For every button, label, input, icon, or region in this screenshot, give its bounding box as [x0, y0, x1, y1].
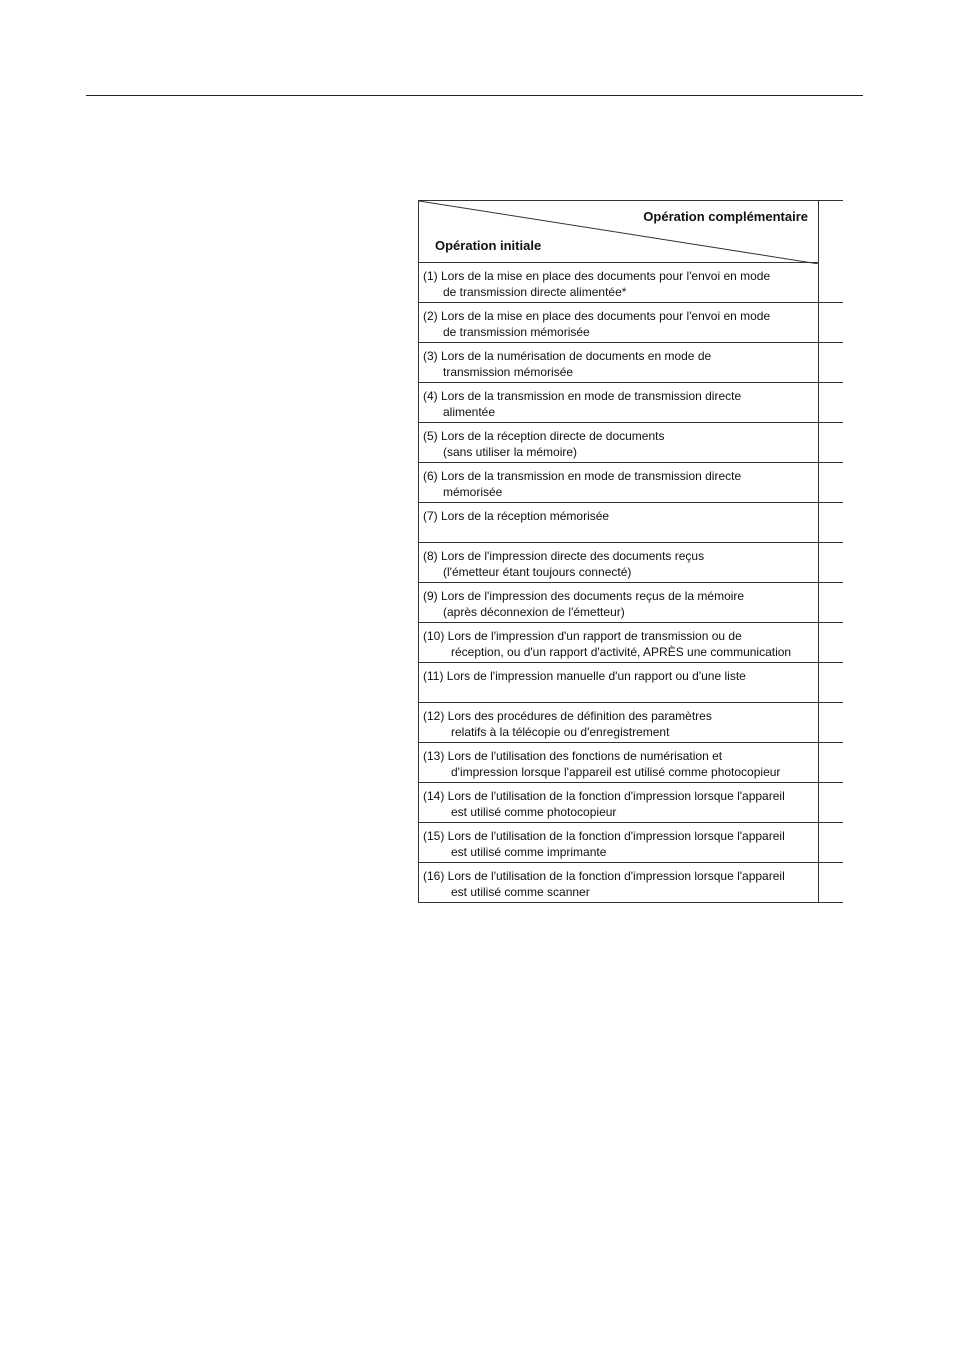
row-line-2: est utilisé comme imprimante — [451, 845, 607, 859]
row-line-2: (l'émetteur étant toujours connecté) — [443, 565, 632, 579]
table-row — [418, 263, 843, 303]
row-line-1: (7) Lors de la réception mémorisée — [423, 509, 610, 523]
row-text — [423, 308, 815, 340]
row-line-1: (5) Lors de la réception directe de documents — [423, 429, 665, 443]
column-separator — [818, 583, 819, 623]
table-row — [418, 463, 843, 503]
row-line-1: (14) Lors de l'utilisation de la fonction d'impression lorsque l'appareil — [423, 789, 785, 803]
row-text — [423, 388, 815, 420]
table-header-diagonal-cell — [418, 200, 818, 263]
row-text — [423, 828, 815, 860]
row-text — [423, 628, 815, 660]
row-line-1: (12) Lors des procédures de définition des paramètres — [423, 709, 712, 723]
row-line-2: est utilisé comme scanner — [451, 885, 590, 899]
row-line-1: (13) Lors de l'utilisation des fonctions de numérisation et — [423, 749, 723, 763]
table-row — [418, 743, 843, 783]
table-row — [418, 703, 843, 743]
column-separator — [818, 703, 819, 743]
column-separator — [818, 383, 819, 423]
row-line-1: (9) Lors de l'impression des documents reçus de la mémoire — [423, 589, 745, 603]
row-line-1: (6) Lors de la transmission en mode de transmission directe — [423, 469, 742, 483]
table-row — [418, 623, 843, 663]
table-row — [418, 423, 843, 463]
row-line-2: (après déconnexion de l'émetteur) — [443, 605, 625, 619]
operations-table — [418, 200, 843, 903]
row-line-2: transmission mémorisée — [443, 365, 574, 379]
column-separator — [818, 623, 819, 663]
column-separator — [818, 463, 819, 503]
row-line-1: (2) Lors de la mise en place des documents pour l'envoi en mode — [423, 309, 771, 323]
row-line-2: relatifs à la télécopie ou d'enregistrement — [451, 725, 670, 739]
column-separator — [818, 863, 819, 903]
row-text — [423, 668, 815, 684]
table-row — [418, 823, 843, 863]
row-text — [423, 508, 815, 524]
row-line-1: (4) Lors de la transmission en mode de transmission directe — [423, 389, 742, 403]
table-row — [418, 503, 843, 543]
column-separator — [818, 503, 819, 543]
table-row — [418, 383, 843, 423]
column-separator — [818, 783, 819, 823]
column-separator — [818, 823, 819, 863]
row-line-2: est utilisé comme photocopieur — [451, 805, 617, 819]
row-line-1: (15) Lors de l'utilisation de la fonction d'impression lorsque l'appareil — [423, 829, 785, 843]
row-line-1: (10) Lors de l'impression d'un rapport de transmission ou de — [423, 629, 742, 643]
header-complementary-operation: Opération complémentaire — [643, 209, 808, 224]
column-separator — [818, 303, 819, 343]
row-line-2: de transmission directe alimentée* — [443, 285, 627, 299]
row-line-1: (3) Lors de la numérisation de documents en mode de — [423, 349, 712, 363]
table-row — [418, 863, 843, 903]
column-separator — [818, 343, 819, 383]
row-line-2: réception, ou d'un rapport d'activité, APRÈS une communication — [451, 645, 792, 659]
row-line-1: (11) Lors de l'impression manuelle d'un rapport ou d'une liste — [423, 669, 746, 683]
row-text — [423, 868, 815, 900]
table-row — [418, 783, 843, 823]
row-text — [423, 748, 815, 780]
column-separator — [818, 743, 819, 783]
table-row — [418, 343, 843, 383]
row-line-2: alimentée — [443, 405, 496, 419]
header-initial-operation: Opération initiale — [435, 238, 542, 253]
row-line-2: (sans utiliser la mémoire) — [443, 445, 578, 459]
row-text — [423, 588, 815, 620]
row-text — [423, 708, 815, 740]
row-line-1: (16) Lors de l'utilisation de la fonction d'impression lorsque l'appareil — [423, 869, 785, 883]
row-text — [423, 468, 815, 500]
row-text — [423, 348, 815, 380]
column-separator — [818, 663, 819, 703]
row-line-2: d'impression lorsque l'appareil est utilisé comme photocopieur — [451, 765, 781, 779]
column-separator — [818, 263, 819, 303]
row-line-1: (1) Lors de la mise en place des documents pour l'envoi en mode — [423, 269, 771, 283]
row-text — [423, 268, 815, 300]
table-row — [418, 303, 843, 343]
row-text — [423, 788, 815, 820]
table-row — [418, 543, 843, 583]
row-line-2: de transmission mémorisée — [443, 325, 590, 339]
table-row — [418, 663, 843, 703]
row-text — [423, 428, 815, 460]
column-separator — [818, 543, 819, 583]
table-body — [418, 263, 843, 903]
header-extra-column — [818, 200, 843, 263]
row-text — [423, 548, 815, 580]
top-rule — [86, 95, 863, 96]
row-line-2: mémorisée — [443, 485, 503, 499]
row-line-1: (8) Lors de l'impression directe des documents reçus — [423, 549, 705, 563]
table-row — [418, 583, 843, 623]
column-separator — [818, 423, 819, 463]
